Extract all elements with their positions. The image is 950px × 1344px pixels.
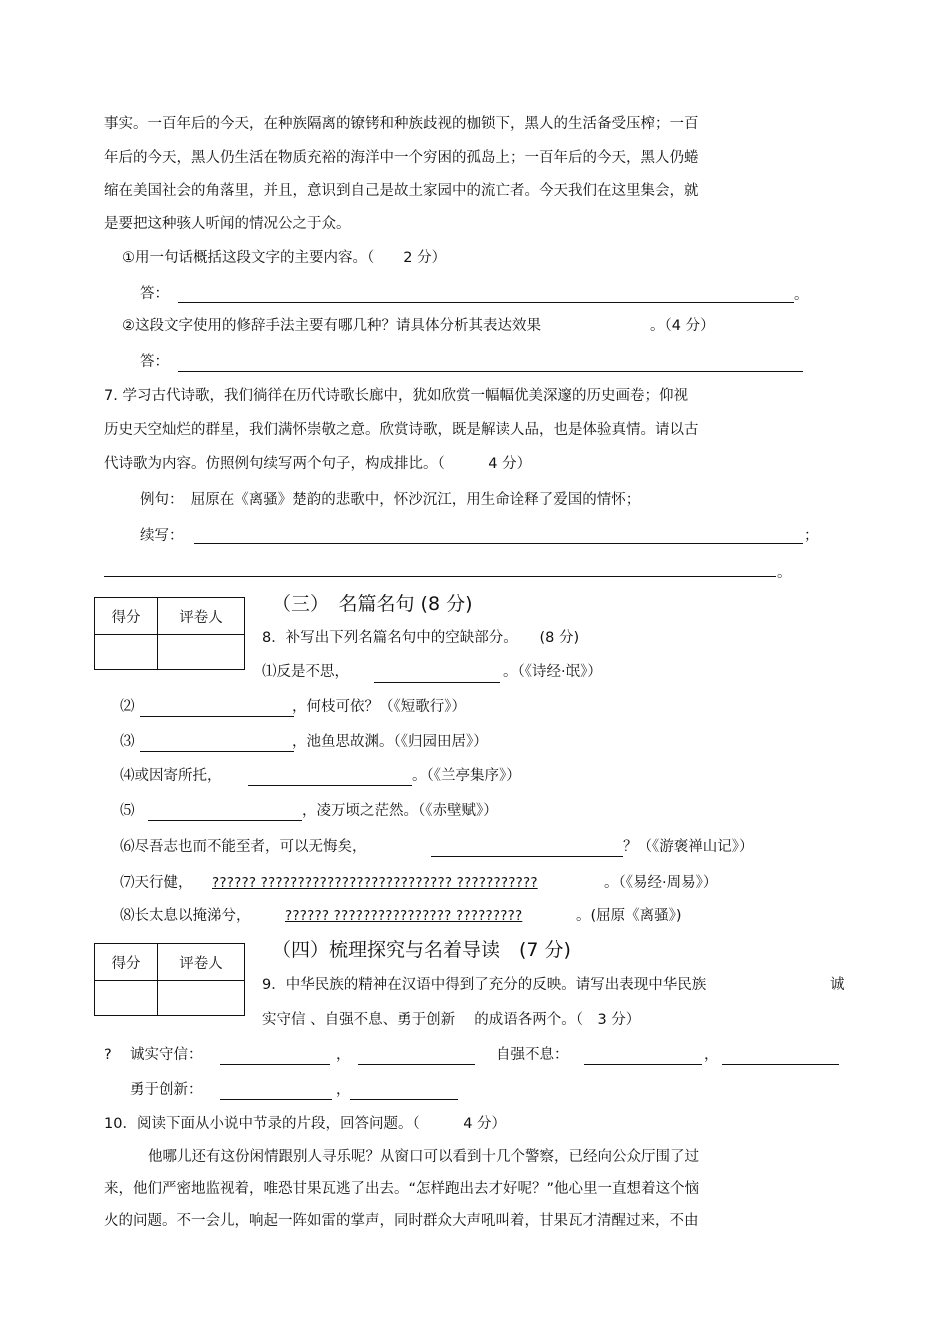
q8-item-prefix: ⑵	[120, 699, 135, 715]
continue-line[interactable]	[194, 543, 803, 544]
q8-item-prefix: ⑺天行健，	[120, 875, 193, 891]
blank[interactable]	[248, 785, 412, 786]
passage-line: 是要把这种骇人听闻的情况公之于众。	[104, 216, 351, 232]
garbled-fill: ?????? ???????????????? ?????????	[285, 908, 523, 924]
blank[interactable]	[358, 1064, 475, 1065]
score-box	[94, 943, 245, 1016]
q8-item-suffix: ？（《游褒禅山记》）	[623, 839, 754, 855]
q8-item-prefix: ⑹尽吾志也而不能至者，可以无悔矣，	[120, 839, 367, 855]
passage-line: 缩在美国社会的角落里，并且，意识到自己是故土家园中的流亡者。今天我们在这里集会，就	[104, 183, 699, 199]
answer-label: 答：	[140, 354, 169, 370]
passage-line: 事实。一百年后的今天，在种族隔离的镣铐和种族歧视的枷锁下，黑人的生活备受压榨；一百	[104, 116, 699, 132]
score-header: 得分	[95, 944, 158, 981]
q8-item-prefix: ⑻长太息以掩涕兮，	[120, 908, 251, 924]
q7-line: 代诗歌为内容。仿照例句续写两个句子，构成排比。（ 4 分）	[104, 456, 532, 472]
q10-title: 10．阅读下面从小说中节录的片段，回答问题。（ 4 分）	[104, 1116, 507, 1132]
blank[interactable]	[350, 1099, 458, 1100]
q7-line: 7. 学习古代诗歌，我们徜徉在历代诗歌长廊中，犹如欣赏一幅幅优美深邃的历史画卷；仰视	[104, 388, 688, 404]
grader-header: 评卷人	[158, 944, 245, 981]
q8-title: 8．补写出下列名篇名句中的空缺部分。 (8 分)	[262, 630, 580, 646]
comma: ，	[336, 1047, 351, 1063]
score-cell[interactable]	[95, 981, 158, 1016]
blank[interactable]	[220, 1064, 330, 1065]
grader-cell[interactable]	[158, 981, 245, 1016]
score-header: 得分	[95, 598, 158, 635]
q8-item-suffix: ，池鱼思故渊。（《归园田居》）	[292, 734, 488, 750]
blank[interactable]	[431, 856, 623, 857]
answer-label: 答：	[140, 286, 169, 302]
score-cell[interactable]	[95, 635, 158, 670]
q8-item-prefix: ⑶	[120, 734, 135, 750]
q9-word: 诚	[830, 977, 845, 993]
comma: ，	[704, 1047, 719, 1063]
answer-line[interactable]	[178, 371, 803, 372]
q8-item-suffix: ，何枝可依？（《短歌行》）	[292, 699, 466, 715]
q10-line: 他哪儿还有这份闲情跟别人寻乐呢？从窗口可以看到十几个警察，已经向公众厅围了过	[148, 1149, 699, 1165]
q8-item-prefix: ⑸	[120, 803, 135, 819]
q10-line: 火的问题。不一会儿，响起一阵如雷的掌声，同时群众大声吼叫着，甘果瓦才清醒过来，不由	[104, 1213, 699, 1229]
q8-item-suffix: 。(屈原《离骚》)	[576, 908, 682, 924]
continue-line-2[interactable]	[104, 576, 776, 577]
passage-line: 年后的今天，黑人仍生活在物质充裕的海洋中一个穷困的孤岛上；一百年后的今天，黑人仍蜷	[104, 150, 699, 166]
section-4-title: （四）梳理探究与名着导读 (7 分)	[272, 939, 571, 961]
q7-example: 例句： 屈原在《离骚》楚韵的悲歌中，怀沙沉江，用生命诠释了爱国的情怀；	[140, 492, 641, 508]
blank[interactable]	[584, 1064, 702, 1065]
q8-item-suffix: 。（《兰亭集序》）	[412, 768, 521, 784]
section-3-title: （三） 名篇名句 (8 分)	[272, 593, 473, 615]
q10-line: 来，他们严密地监视着，唯恐甘果瓦逃了出去。“怎样跑出去才好呢？”他心里一直想着这个恼	[104, 1181, 700, 1197]
blank[interactable]	[140, 716, 294, 717]
blank[interactable]	[148, 820, 302, 821]
q8-item-suffix: 。（《易经·周易》）	[604, 875, 718, 891]
q6-sub2-score: 。（4 分）	[650, 318, 715, 334]
semicolon: ；	[804, 528, 819, 544]
bullet-mark: ?	[104, 1047, 112, 1063]
end-mark: 。	[794, 287, 809, 303]
garbled-fill: ?????? ?????????????????????????? ???????????	[212, 875, 538, 891]
q8-item-suffix: ，凌万顷之茫然。（《赤壁赋》）	[302, 803, 498, 819]
innovate-label: 勇于创新：	[130, 1082, 203, 1098]
q8-item-prefix: ⑷或因寄所托，	[120, 768, 222, 784]
q8-item-suffix: 。（《诗经·氓》）	[503, 664, 602, 680]
q9-line: 实守信 、自强不息、勇于创新 的成语各两个。（ 3 分）	[262, 1012, 641, 1028]
q7-line: 历史天空灿烂的群星，我们满怀崇敬之意。欣赏诗歌，既是解读人品，也是体验真情。请以古	[104, 422, 699, 438]
continue-label: 续写：	[140, 528, 184, 544]
blank[interactable]	[220, 1099, 332, 1100]
blank[interactable]	[374, 682, 500, 683]
end-mark: 。	[777, 565, 792, 581]
grader-header: 评卷人	[158, 598, 245, 635]
honesty-label: 诚实守信：	[130, 1047, 203, 1063]
score-box	[94, 597, 245, 670]
comma: ，	[336, 1082, 351, 1098]
blank[interactable]	[140, 751, 294, 752]
self-label: 自强不息：	[496, 1047, 569, 1063]
answer-line[interactable]	[178, 302, 794, 303]
q6-sub2: ②这段文字使用的修辞手法主要有哪几种？请具体分析其表达效果	[122, 318, 541, 334]
blank[interactable]	[722, 1064, 839, 1065]
q8-item-prefix: ⑴反是不思，	[262, 664, 349, 680]
q6-sub1: ①用一句话概括这段文字的主要内容。（ 2 分）	[122, 250, 447, 266]
q9-line: 9．中华民族的精神在汉语中得到了充分的反映。请写出表现中华民族	[262, 977, 707, 993]
grader-cell[interactable]	[158, 635, 245, 670]
